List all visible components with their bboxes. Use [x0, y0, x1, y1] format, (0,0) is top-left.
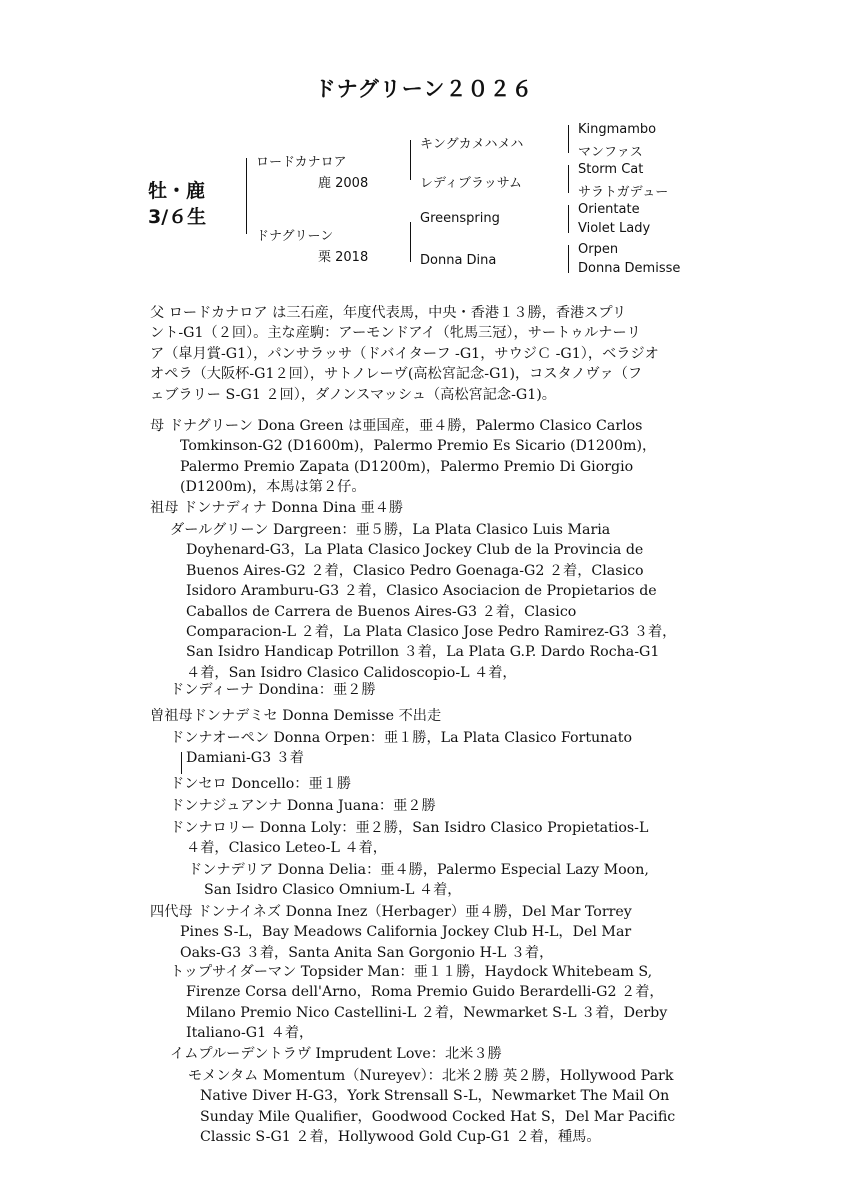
pedigree-bracket — [568, 245, 569, 273]
orpen-paragraph — [170, 728, 632, 769]
dam-detail: 栗 2018 — [318, 250, 369, 265]
horse-birth: 3/６生 — [148, 206, 207, 228]
text-line: Firenze Corsa dell'Arno，Roma Premio Guido Berardelli-G2 ２着， — [186, 984, 664, 1001]
pedigree-bracket — [410, 222, 411, 262]
momentum-paragraph — [188, 1066, 675, 1148]
text-line: ４着，San Isidro Clasico Calidoscopio-L ４着， — [186, 664, 517, 681]
g3-ancestor: Kingmambo — [578, 122, 657, 137]
dargreen-paragraph — [170, 520, 676, 683]
text-line: ダールグリーン Dargreen：亜５勝，La Plata Clasico Luis Maria — [170, 522, 611, 538]
delia-paragraph — [188, 860, 649, 901]
dam-name: ドナグリーン — [256, 229, 334, 244]
text-line: Damiani-G3 ３着 — [186, 750, 304, 767]
pedigree-bracket — [246, 158, 247, 234]
horse-sex-color: 牡・鹿 — [148, 180, 206, 202]
text-line: 曽祖母ドンナデミセ Donna Demisse 不出走 — [150, 708, 442, 724]
text-line: モメンタム Momentum（Nureyev）：北米２勝 英２勝，Hollywood Park — [188, 1068, 674, 1084]
text-line: トップサイダーマン Topsider Man：亜１１勝，Haydock Whitebeam S, — [170, 964, 653, 980]
text-line: ドンナジュアンナ Donna Juana：亜２勝 — [170, 798, 436, 814]
descendant-bracket — [181, 752, 182, 774]
text-line: ドンナデリア Donna Delia：亜４勝，Palermo Especial Lazy Moon, — [188, 862, 649, 878]
loly-paragraph — [170, 818, 648, 859]
g3-ancestor: Orpen — [578, 242, 619, 257]
text-line: (D1200m)，本馬は第２仔。 — [180, 479, 366, 496]
third-dam-heading — [150, 706, 441, 726]
sire-name: ロードカナロア — [256, 155, 347, 170]
juana-line — [170, 796, 436, 816]
topsider-paragraph — [170, 962, 667, 1044]
text-line: Caballos de Carrera de Buenos Aires-G3 ２着，Clasico — [186, 603, 577, 620]
text-line: 祖母 ドンナディナ Donna Dina 亜４勝 — [150, 500, 404, 516]
text-line: Classic S-G1 ２着，Hollywood Gold Cup-G1 ２着，種馬。 — [200, 1129, 601, 1146]
text-line: ア（皐月賞-G1），パンサラッサ（ドバイターフ -G1，サウジＣ -G1），ベラジオ — [150, 345, 659, 362]
text-line: ドンディーナ Dondina：亜２勝 — [170, 682, 376, 698]
pedigree-bracket — [568, 205, 569, 233]
text-line: 父 ロードカナロア は三石産，年度代表馬，中央・香港１３勝，香港スプリ — [150, 305, 627, 321]
text-line: Italiano-G1 ４着， — [186, 1025, 314, 1042]
text-line: ドンナロリー Donna Loly：亜２勝，San Isidro Clasico Propietatios-L — [170, 820, 649, 836]
pedigree-bracket — [568, 165, 569, 193]
dam-paragraph — [150, 416, 656, 498]
g3-ancestor: マンファス — [578, 145, 643, 160]
g3-ancestor: Storm Cat — [578, 162, 644, 177]
text-line: ェブラリー S-G1 ２回），ダノンスマッシュ（高松宮記念-G1)。 — [150, 386, 556, 403]
g3-ancestor: Orientate — [578, 202, 640, 217]
g3-ancestor: サラトガデュー — [578, 185, 669, 200]
text-line: Comparacion-L ２着，La Plata Clasico Jose Pedro Ramirez-G3 ３着， — [186, 624, 677, 641]
text-line: ドンナオーペン Donna Orpen：亜１勝，La Plata Clasico Fortunato — [170, 730, 633, 746]
sire-sire: キングカメハメハ — [420, 137, 524, 152]
second-dam-heading — [150, 498, 403, 518]
sire-dam: レディブラッサム — [420, 176, 523, 191]
text-line: 母 ドナグリーン Dona Green は亜国産，亜４勝，Palermo Clasico Carlos — [150, 418, 643, 434]
text-line: ント-G1（２回）。主な産駒：アーモンドアイ（牝馬三冠），サートゥルナーリ — [150, 325, 641, 342]
text-line: Doyhenard-G3，La Plata Clasico Jockey Club de la Provincia de — [186, 542, 644, 559]
text-line: 四代母 ドンナイネズ Donna Inez（Herbager）亜４勝，Del Mar Torrey — [150, 904, 632, 920]
text-line: Isidoro Aramburu-G3 ２着，Clasico Asociacion de Propietarios de — [186, 583, 657, 600]
text-line: San Isidro Handicap Potrillon ３着，La Plata G.P. Dardo Rocha-G1 — [186, 644, 660, 661]
text-line: Native Diver H-G3，York Strensall S-L，Newmarket The Mail On — [200, 1088, 670, 1105]
doncello-line — [170, 774, 351, 794]
text-line: Buenos Aires-G2 ２着，Clasico Pedro Goenaga-G2 ２着，Clasico — [186, 562, 644, 579]
text-line: Sunday Mile Qualifier，Goodwood Cocked Hat S，Del Mar Pacific — [200, 1108, 676, 1125]
g3-ancestor: Donna Demisse — [578, 261, 681, 276]
sire-paragraph — [150, 303, 710, 405]
text-line: Milano Premio Nico Castellini-L ２着，Newmarket S-L ３着，Derby — [186, 1004, 668, 1021]
pedigree-bracket — [410, 140, 411, 180]
text-line: Tomkinson-G2 (D1600m)，Palermo Premio Es Sicario (D1200m)， — [180, 438, 657, 455]
text-line: Palermo Premio Zapata (D1200m)，Palermo Premio Di Giorgio — [180, 458, 634, 475]
text-line: Pines S-L，Bay Meadows California Jockey Club H-L，Del Mar — [180, 924, 632, 941]
fourth-dam-paragraph — [150, 902, 632, 963]
pedigree-bracket — [568, 125, 569, 153]
dam-sire: Greenspring — [420, 211, 500, 226]
text-line: ４着，Clasico Leteo-L ４着， — [186, 840, 387, 857]
text-line: ドンセロ Doncello：亜１勝 — [170, 776, 352, 792]
sire-detail: 鹿 2008 — [318, 176, 369, 191]
g3-ancestor: Violet Lady — [578, 221, 651, 236]
imprudent-line — [170, 1044, 502, 1064]
page-title: ドナグリーン２０２６ — [314, 77, 534, 101]
dondina-line — [170, 680, 376, 700]
dam-dam: Donna Dina — [420, 253, 497, 268]
text-line: Oaks-G3 ３着，Santa Anita San Gorgonio H-L ３着， — [180, 944, 554, 961]
text-line: イムプルーデントラヴ Imprudent Love：北米３勝 — [170, 1046, 502, 1062]
text-line: オペラ（大阪杯-G1２回），サトノレーヴ(高松宮記念-G1)，コスタノヴァ（フ — [150, 366, 643, 383]
text-line: San Isidro Clasico Omnium-L ４着， — [204, 882, 462, 899]
